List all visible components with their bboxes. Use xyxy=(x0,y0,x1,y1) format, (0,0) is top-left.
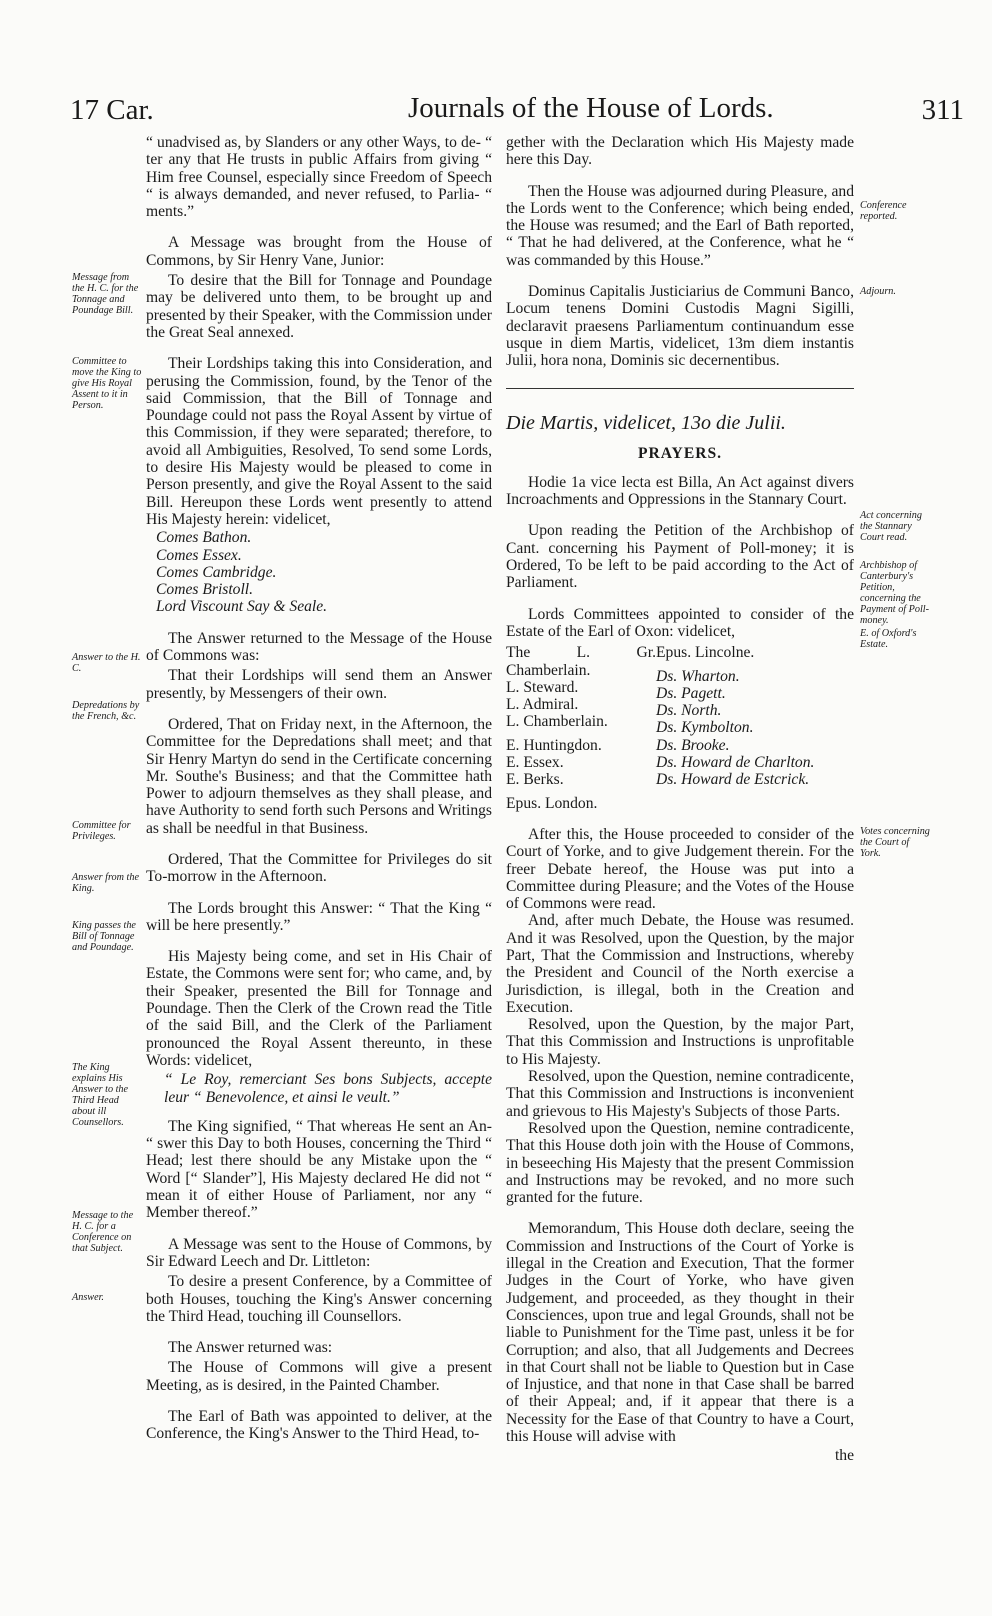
committee-member: E. Essex. xyxy=(506,754,564,772)
committee-member: E. Huntingdon. xyxy=(506,736,602,754)
committee-member: L. Chamberlain. xyxy=(506,713,608,731)
paragraph: The Answer returned was: xyxy=(168,1339,333,1357)
regnal-year: 17 Car. xyxy=(70,94,154,126)
paragraph: Their Lordships taking this into Consideration, and perusing the Commission, found, by the Tenor of the said Commission, that the Bill of Tonnage and Poundage could not pass the Royal Assent by virtue of this Commission, if they were separated; therefore, to avoid all Ambiguities, Resolved, To send some Lords, to desire His Majesty would be pleased to come in Person presently, and give the Royal Assent to the said Bill. Hereupon these Lords went presently to attend His Majesty herein: videlicet, xyxy=(146,355,492,528)
committee-table xyxy=(506,644,854,812)
margin-note: E. of Oxford's Estate. xyxy=(860,628,917,650)
lords-list xyxy=(156,529,492,615)
margin-note: Depredations by the French, &c. xyxy=(72,700,140,722)
margin-note: Adjourn. xyxy=(860,286,896,297)
paragraph: That their Lordships will send them an Answer presently, by Messengers of their own. xyxy=(146,667,492,702)
committee-member: Ds. Howard de Estcrick. xyxy=(656,771,810,789)
committee-member: Ds. Brooke. xyxy=(656,736,730,754)
quote-continuation: “ unadvised as, by Slanders or any other Ways, to de- “ ter any that He trusts in public Affairs from giving “ Him free Counsel, especially since Freedom of Speech “ is always demanded, and never refused, to Parlia- “ ments.” xyxy=(146,134,492,221)
margin-note: King passes the Bill of Tonnage and Poundage. xyxy=(72,920,136,953)
day-heading: Die Martis, videlicet, 13o die Julii. xyxy=(506,411,786,434)
running-title: Journals of the House of Lords. xyxy=(408,92,774,124)
paragraph: The House of Commons will give a present Meeting, as is desired, in the Painted Chamber. xyxy=(146,1359,492,1394)
margin-note: Message from the H. C. for the Tonnage and Poundage Bill. xyxy=(72,272,139,316)
paragraph: Upon reading the Petition of the Archbishop of Cant. concerning his Payment of Poll-money; it is Ordered, To be left to be paid according to the Act of Parliament. xyxy=(506,522,854,592)
paragraph: To desire a present Conference, by a Committee of both Houses, touching the King's Answer concerning the Third Head, touching ill Counsellors. xyxy=(146,1273,492,1325)
list-item: Comes Bristoll. xyxy=(156,581,254,599)
committee-member: Ds. Howard de Charlton. xyxy=(656,754,815,772)
list-item: Comes Bathon. xyxy=(156,529,252,547)
committee-member: E. Berks. xyxy=(506,771,564,789)
paragraph: Ordered, That on Friday next, in the Afternoon, the Committee for the Depredations shall meet; and that Sir Henry Martyn do send in the Certificate concerning Mr. Southe's Business; and that the Committee hath Power to adjourn themselves as they shall please, and have Authority to send forth such Persons and Writings as shall be needful in that Business. xyxy=(146,715,492,837)
paragraph: gether with the Declaration which His Majesty made here this Day. xyxy=(506,134,854,169)
page-number: 311 xyxy=(921,94,964,126)
committee-member: L. Admiral. xyxy=(506,696,579,714)
paragraph: Ordered, That the Committee for Privileges do sit To-morrow in the Afternoon. xyxy=(146,850,492,886)
paragraph: Resolved, upon the Question, by the major Part, That this Commission and Instructions is unprofitable to His Majesty. xyxy=(506,1016,854,1068)
paragraph: The Answer returned to the Message of the House of Commons was: xyxy=(146,629,492,665)
prayers-heading: PRAYERS. xyxy=(637,444,723,462)
paragraph: A Message was brought from the House of Commons, by Sir Henry Vane, Junior: xyxy=(146,234,492,269)
paragraph: The Lords brought this Answer: “ That the King “ will be here presently.” xyxy=(146,899,492,934)
committee-column xyxy=(506,644,656,812)
margin-note: The King explains His Answer to the Third Head about ill Counsellors. xyxy=(72,1062,129,1128)
paragraph: Dominus Capitalis Justiciarius de Communi Banco, Locum tenens Domini Custodis Magni Sigilli, declaravit praesens Parliamentum continuandum esse usque in diem Martis, videlicet, 13m diem instantis Julii, hora nona, Dominis sic decernentibus. xyxy=(506,283,854,370)
margin-note: Answer. xyxy=(72,1292,104,1303)
margin-note: Conference reported. xyxy=(860,200,907,222)
paragraph: Hodie 1a vice lecta est Billa, An Act against divers Incroachments and Oppressions in the Stannary Court. xyxy=(506,473,854,509)
paragraph: Resolved upon the Question, nemine contradicente, That this House doth join with the House of Commons, in beseeching His Majesty that the present Commission and Instructions may be revoked, and no more such granted for the future. xyxy=(506,1119,854,1207)
margin-note: Archbishop of Canterbury's Petition, concerning the Payment of Poll-money. xyxy=(860,560,930,626)
margin-note: Answer from the King. xyxy=(72,872,139,894)
section-rule xyxy=(506,388,854,389)
committee-member: Ds. Pagett. xyxy=(656,684,726,702)
committee-member: L. Steward. xyxy=(506,678,579,696)
list-item: Lord Viscount Say & Seale. xyxy=(156,598,328,616)
paragraph: To desire that the Bill for Tonnage and Poundage may be delivered unto them, to be brought up and presented by their Speaker, with the Commission under the Great Seal annexed. xyxy=(146,272,492,341)
committee-column xyxy=(656,644,846,812)
committee-member: Ds. Wharton. xyxy=(656,667,740,685)
paragraph: Memorandum, This House doth declare, seeing the Commission and Instructions of the Court of Yorke is illegal in the Creation and Execution, That the former Judges in the Court of Yorke, who have given Judgement, and proceeded, as they thought in their Consciences, upon true and legal Grounds, shall not be liable to Punishment for the Time past, unless it be for Corruption; and also, that all Judgements and Decrees in that Court shall not be liable to Question but in Case of Injustice, and that none in that Case shall be barred of their Appeal; and, if it appear that there is a Necessity for the Ease of that Country to have a Court, this House will advise with xyxy=(506,1220,854,1445)
paragraph: And, after much Debate, the House was resumed. And it was Resolved, upon the Question, by the major Part, That the Commission and Instructions, whereby the President and Council of the North exercise a Jurisdiction, is illegal, both in the Creation and Execution. xyxy=(506,912,854,1016)
margin-note: Votes concerning the Court of York. xyxy=(860,826,930,859)
left-column xyxy=(146,134,492,1443)
paragraph: The Earl of Bath was appointed to deliver, at the Conference, the King's Answer to the Third Head, to- xyxy=(146,1408,492,1443)
page-header xyxy=(70,92,964,128)
paragraph: A Message was sent to the House of Commons, by Sir Edward Leech and Dr. Littleton: xyxy=(146,1235,492,1270)
margin-note: Act concerning the Stannary Court read. xyxy=(860,510,922,543)
list-item: Comes Cambridge. xyxy=(156,563,277,581)
paragraph: Resolved, upon the Question, nemine contradicente, That this Commission and Instructions is inconvenient and grievous to His Majesty's Subjects of those Parts. xyxy=(506,1068,854,1120)
royal-assent-formula: “ Le Roy, remerciant Ses bons Subjects, accepte leur “ Benevolence, et ainsi le veult.” xyxy=(164,1071,492,1106)
margin-note: Message to the H. C. for a Conference on that Subject. xyxy=(72,1210,134,1254)
paragraph: His Majesty being come, and set in His Chair of Estate, the Commons were sent for; who came, and, by their Speaker, presented the Bill for Tonnage and Poundage. Then the Clerk of the Crown read the Title of the said Bill, and the Clerk of the Parliament pronounced the Royal Assent thereunto, in these Words: videlicet, xyxy=(146,948,492,1069)
right-column xyxy=(506,134,854,1465)
committee-member: The L. Gr. Chamberlain. xyxy=(506,644,656,679)
paragraph: Lords Committees appointed to consider of the Estate of the Earl of Oxon: videlicet, xyxy=(506,605,854,640)
catchword: the xyxy=(834,1447,854,1465)
committee-member: Ds. Kymbolton. xyxy=(656,719,754,737)
committee-member: Epus. London. xyxy=(506,794,598,812)
paragraph: The King signified, “ That whereas He sent an An- “ swer this Day to both Houses, concerning the Third “ Head; lest there should be any Mistake upon the “ Word [“ Slander”], His Majesty declared He did not “ mean it of either House of Parliament, nor any “ Member thereof.” xyxy=(146,1117,492,1222)
paragraph: Then the House was adjourned during Pleasure, and the Lords went to the Conference; which being ended, the House was resumed; and the Earl of Bath reported, “ That he had delivered, at the Conference, what he “ was commanded by this House.” xyxy=(506,182,854,269)
list-item: Comes Essex. xyxy=(156,546,242,564)
margin-note: Committee for Privileges. xyxy=(72,820,131,842)
committee-member: Epus. Lincolne. xyxy=(656,644,755,662)
margin-note: Committee to move the King to give His Royal Assent to it in Person. xyxy=(72,356,142,411)
paragraph: After this, the House proceeded to consider of the Court of Yorke, and to give Judgement therein. For the freer Debate hereof, the House was put into a Committee during Pleasure; and the Votes of the House of Commons were read. xyxy=(506,825,854,913)
margin-note: Answer to the H. C. xyxy=(72,652,141,674)
committee-member: Ds. North. xyxy=(656,702,722,720)
